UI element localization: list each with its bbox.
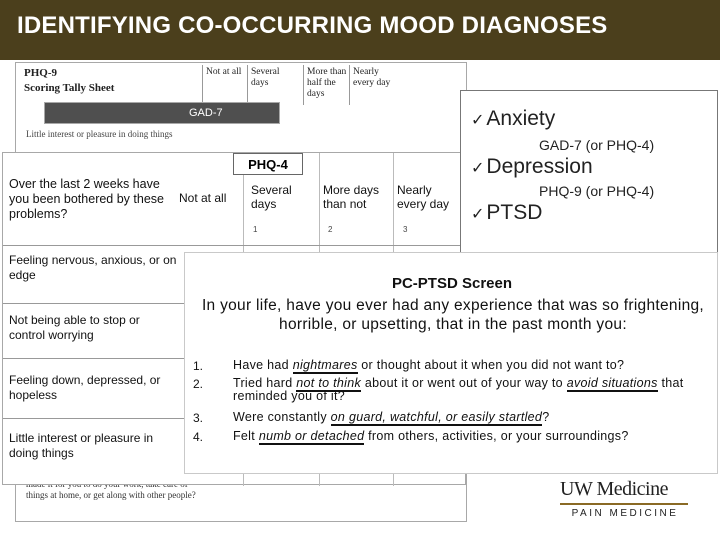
phq9-header-0: Not at all	[206, 67, 242, 77]
phq4-label: PHQ-4	[233, 153, 303, 175]
phq4-col-header-1: Several days	[251, 183, 292, 211]
phq9-bottom-question: things at home, or get along with other people?	[26, 490, 196, 500]
phq4-col-header-0: Not at all	[179, 191, 227, 205]
phq4-col-header-2: More days than not	[323, 183, 380, 211]
ptsd-item-3: Were constantly on guard, watchful, or easily startled?	[233, 410, 550, 424]
ptsd-item-4: Felt numb or detached from others, activities, or your surroundings?	[233, 429, 629, 443]
check-icon: ✓	[471, 112, 485, 129]
anxiety-item: ✓Anxiety	[471, 107, 556, 130]
ptsd-heading: PC-PTSD Screen	[391, 275, 513, 292]
phq4-row-depressed: Feeling down, depressed, or hopeless	[9, 373, 161, 402]
phq4-row-worrying: Not being able to stop or control worrying	[9, 313, 140, 342]
screening-tools-box	[460, 90, 718, 258]
logo-line-2: PAIN MEDICINE	[571, 508, 679, 519]
slide-title: IDENTIFYING CO-OCCURRING MOOD DIAGNOSES	[0, 0, 720, 60]
phq4-form: PHQ-4 Over the last 2 weeks have you been bothered by these problems? Not at all Several days More days than not Nearly every day Feeling nervous, anxious, or on edge 1 2 3 Not being able to stop or control worrying Feeling down, depressed, or hopeless Little interest or pleasure in doing things	[2, 152, 466, 485]
pc-ptsd-screen: PC-PTSD Screen In your life, have you ever had any experience that was so frightening, horrible, or upsetting, that in the past month you: 1. Have had nightmares or thought about it when you did not want to? 2. Tried hard not to think about it or went out of your way to avoid situations that reminded you of it? 3. Were constantly on guard, watchful, or easily startled? 4. Felt numb or detached from others, activities, or your surroundings?	[184, 252, 718, 474]
phq9-subtitle: Scoring Tally Sheet	[24, 82, 115, 94]
logo-line-1: UW Medicine	[560, 478, 668, 500]
ptsd-item-1: Have had nightmares or thought about it when you did not want to?	[233, 358, 625, 372]
phq9-title: PHQ-9	[24, 67, 57, 79]
phq4-row-anxious: Feeling nervous, anxious, or on edge	[9, 253, 177, 282]
phq9-header-3: Nearly every day	[353, 67, 391, 88]
ptsd-item: ✓PTSD	[471, 201, 543, 224]
phq9-row: Little interest or pleasure in doing things	[26, 129, 173, 139]
anxiety-tool: GAD-7 (or PHQ-4)	[539, 137, 655, 153]
check-icon: ✓	[471, 160, 485, 177]
ptsd-item-2: Tried hard not to think about it or went out of your way to avoid situations that reminded you of it?	[233, 376, 684, 403]
phq9-header-1: Several days	[251, 67, 280, 88]
phq9-header-2: More than half the days	[307, 67, 347, 99]
phq4-question-header: Over the last 2 weeks have you been bothered by these problems?	[9, 177, 164, 221]
depression-tool: PHQ-9 (or PHQ-4)	[539, 183, 655, 199]
phq4-col-header-3: Nearly every day	[397, 183, 450, 211]
phq4-row-interest: Little interest or pleasure in doing things	[9, 431, 154, 460]
uw-medicine-logo	[560, 478, 690, 519]
depression-item: ✓Depression	[471, 155, 593, 178]
ptsd-intro: In your life, have you ever had any experience that was so frightening, horrible, or upsetting, that in the past month you:	[201, 297, 705, 333]
check-icon: ✓	[471, 206, 485, 223]
gad7-label: GAD-7	[44, 102, 280, 124]
